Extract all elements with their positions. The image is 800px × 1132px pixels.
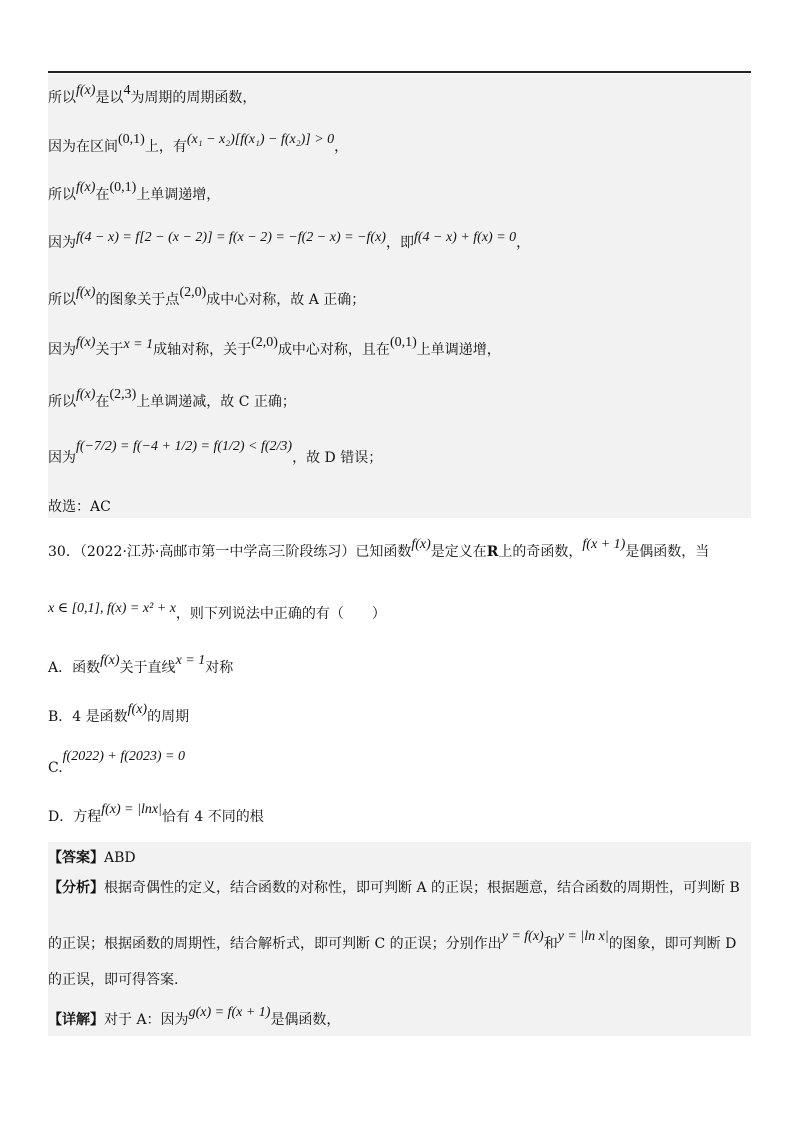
solution-line-7: 所以f(x)在(2,3)上单调递减，故 C 正确； xyxy=(48,387,296,410)
detail-line: 【详解】对于 A：因为g(x) = f(x + 1)是偶函数， xyxy=(48,1005,341,1028)
solution-line-6: 因为f(x)关于x = 1成轴对称，关于(2,0)成中心对称，且在(0,1)上单调递增， xyxy=(48,335,501,358)
solution-line-1: 所以f(x)是以4为周期的周期函数， xyxy=(48,83,257,106)
analysis-line-1: 【分析】根据奇偶性的定义，结合函数的对称性，即可判断 A 的正误；根据题意，结合函数的周期性，可判断 B xyxy=(48,880,740,896)
solution-line-4: 因为f(4 − x) = f[2 − (x − 2)] = f(x − 2) = −f(2 − x) = −f(x)，即f(4 − x) + f(x) = 0， xyxy=(48,230,531,251)
solution-line-2: 因为在区间(0,1)上，有(x₁ − x₂)[f(x₁) − f(x₂)] > 0， xyxy=(48,132,349,155)
option-d: D．方程f(x) = |lnx|恰有 4 不同的根 xyxy=(48,802,264,825)
solution-line-3: 所以f(x)在(0,1)上单调递增， xyxy=(48,180,221,203)
solution-line-9: 故选：AC xyxy=(48,499,111,515)
analysis-line-2: 的正误；根据函数的周期性，结合解析式，即可判断 C 的正误；分别作出y = f(x)和y = |ln x|的图象，即可判断 D xyxy=(48,929,737,952)
answer-line: 【答案】ABD xyxy=(48,850,136,866)
option-c: C.f(2022) + f(2023) = 0 xyxy=(48,749,185,776)
question-30-line-1: 30．（2022·江苏·高邮市第一中学高三阶段练习）已知函数f(x)是定义在R上的奇函数，f(x + 1)是偶函数，当 xyxy=(48,537,710,560)
solution-line-8: 因为f(−7/2) = f(−4 + 1/2) = f(1/2) < f(2/3)，故 D 错误； xyxy=(48,439,383,466)
option-a: A．函数f(x)关于直线x = 1对称 xyxy=(48,653,234,676)
solution-line-5: 所以f(x)的图象关于点(2,0)成中心对称，故 A 正确； xyxy=(48,285,366,308)
top-rule xyxy=(48,71,751,73)
analysis-line-3: 的正误，即可得答案. xyxy=(48,972,179,988)
question-30-line-2: x ∈ [0,1], f(x) = x² + x，则下列说法中正确的有（ ） xyxy=(48,601,386,622)
option-b: B．4 是函数f(x)的周期 xyxy=(48,702,190,725)
